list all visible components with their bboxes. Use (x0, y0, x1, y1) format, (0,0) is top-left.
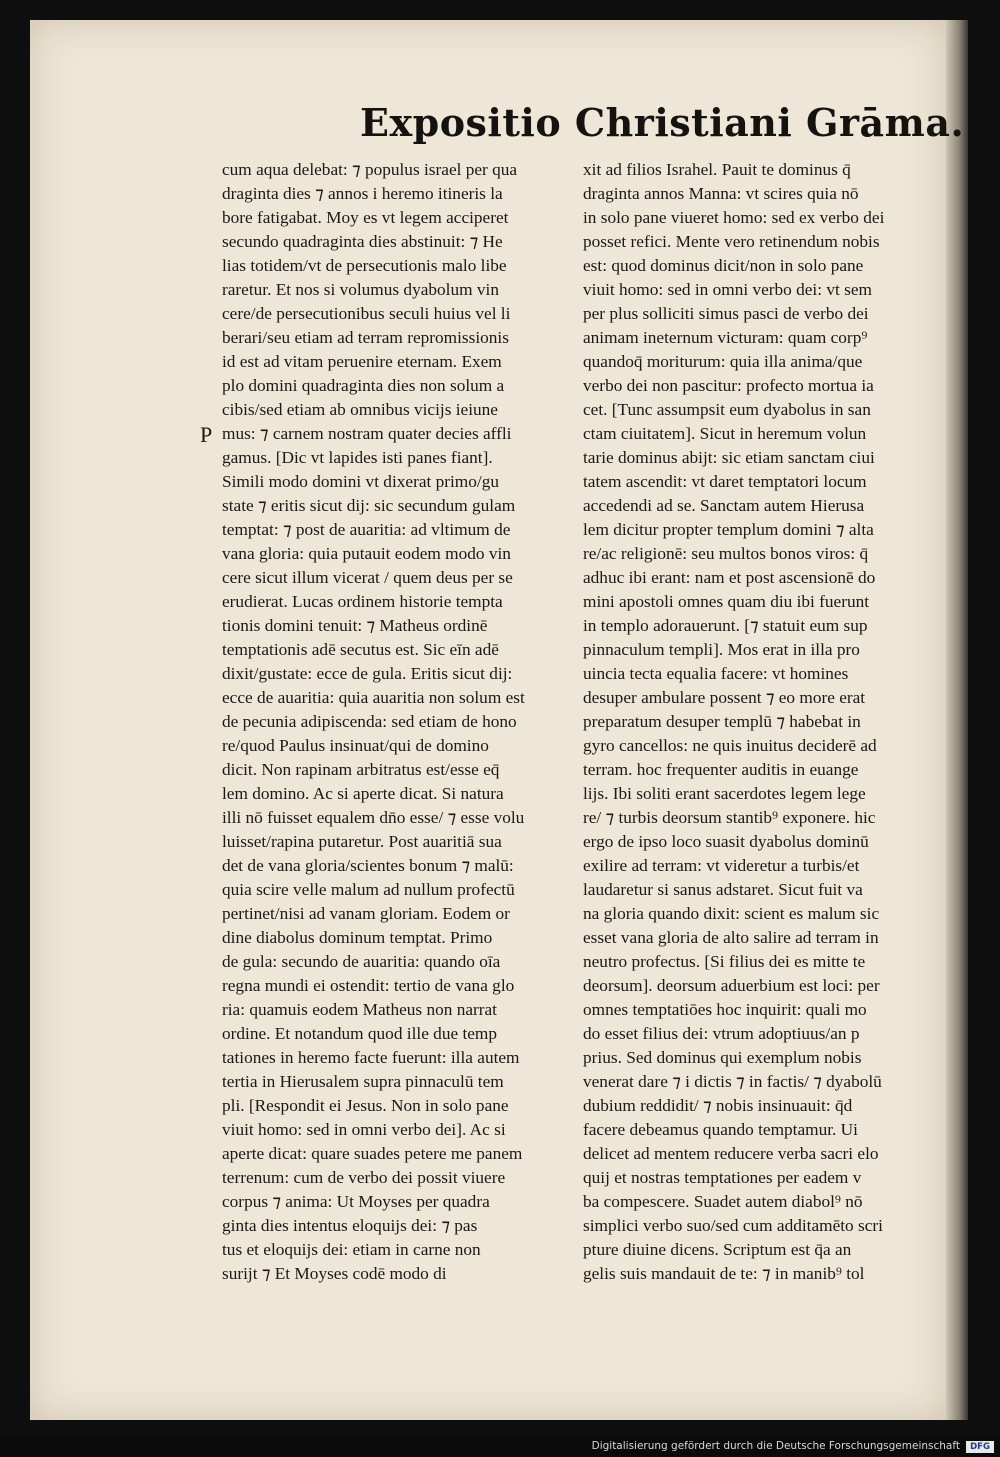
text-line: in solo pane viueret homo: sed ex verbo dei (583, 208, 885, 227)
text-line: re/ac religionē: seu multos bonos viros: q̄ (583, 544, 869, 563)
text-line: mus: ⁊ carnem nostram quater decies affli (222, 424, 512, 443)
text-line: pture diuine dicens. Scriptum est q̄a an (583, 1240, 852, 1259)
text-line: aperte dicat: quare suades petere me panem (222, 1144, 523, 1163)
text-line: ctam ciuitatem]. Sicut in heremum volun (583, 424, 867, 443)
text-line: deorsum]. deorsum aduerbium est loci: per (583, 976, 880, 995)
text-line: gamus. [Dic vt lapides isti panes fiant]. (222, 448, 493, 467)
text-line: venerat dare ⁊ i dictis ⁊ in factis/ ⁊ dyabolū (583, 1072, 882, 1091)
text-line: id est ad vitam peruenire eternam. Exem (222, 352, 502, 371)
text-line: verbo dei non pascitur: profecto mortua ia (583, 376, 874, 395)
text-line: secundo quadraginta dies abstinuit: ⁊ He (222, 232, 503, 251)
text-line: dubium reddidit/ ⁊ nobis insinuauit: q̄d (583, 1096, 853, 1115)
running-head: Expositio Christiani Grāma. (360, 100, 965, 145)
text-line: preparatum desuper templū ⁊ habebat in (583, 712, 861, 731)
text-line: simplici verbo suo/sed cum additamēto scri (583, 1216, 883, 1235)
text-line: draginta dies ⁊ annos i heremo itineris la (222, 184, 503, 203)
text-line: de gula: secundo de auaritia: quando oīa (222, 952, 501, 971)
text-line: illi nō fuisset equalem dn̄o esse/ ⁊ esse volu (222, 808, 525, 827)
text-line: draginta annos Manna: vt scires quia nō (583, 184, 859, 203)
text-line: pli. [Respondit ei Jesus. Non in solo pane (222, 1096, 509, 1115)
text-line: quij et nostras temptationes per eadem v (583, 1168, 862, 1187)
text-line: in templo adorauerunt. [⁊ statuit eum sup (583, 616, 868, 635)
text-line: quandoq̄ moriturum: quia illa anima/que (583, 352, 863, 371)
right-text-column (583, 158, 933, 1286)
footer-credit: Digitalisierung gefördert durch die Deutsche Forschungsgemeinschaft (591, 1440, 960, 1452)
text-line: temptat: ⁊ post de auaritia: ad vltimum de (222, 520, 511, 539)
text-line: gelis suis mandauit de te: ⁊ in manib⁹ tol (583, 1264, 865, 1283)
text-line: na gloria quando dixit: scient es malum sic (583, 904, 880, 923)
page-edge (946, 20, 968, 1420)
text-line: dicit. Non rapinam arbitratus est/esse eq̄ (222, 760, 500, 779)
text-line: laudaretur si sanus adstaret. Sicut fuit va (583, 880, 863, 899)
text-line: ba compescere. Suadet autem diabol⁹ nō (583, 1192, 863, 1211)
text-line: dixit/gustate: ecce de gula. Eritis sicut dij: (222, 664, 513, 683)
text-line: terram. hoc frequenter auditis in euange (583, 760, 859, 779)
text-line: terrenum: cum de verbo dei possit viuere (222, 1168, 506, 1187)
text-line: corpus ⁊ anima: Ut Moyses per quadra (222, 1192, 490, 1211)
text-line: cet. [Tunc assumpsit eum dyabolus in san (583, 400, 871, 419)
text-line: det de vana gloria/scientes bonum ⁊ malū: (222, 856, 514, 875)
text-line: exilire ad terram: vt videretur a turbis/et (583, 856, 860, 875)
dfg-logo: DFG (966, 1441, 994, 1453)
text-line: prius. Sed dominus qui exemplum nobis (583, 1048, 862, 1067)
text-line: delicet ad mentem reducere verba sacri elo (583, 1144, 879, 1163)
text-line: cum aqua delebat: ⁊ populus israel per qua (222, 160, 518, 179)
text-line: uincia tecta equalia facere: vt homines (583, 664, 849, 683)
text-line: desuper ambulare possent ⁊ eo more erat (583, 688, 866, 707)
text-line: viuit homo: sed in omni verbo dei]. Ac si (222, 1120, 506, 1139)
text-line: esset vana gloria de alto salire ad terram in (583, 928, 879, 947)
text-line: luisset/rapina putaretur. Post auaritiā sua (222, 832, 502, 851)
text-line: viuit homo: sed in omni verbo dei: vt sem (583, 280, 872, 299)
text-line: lias totidem/vt de persecutionis malo libe (222, 256, 507, 275)
text-line: animam ineternum victuram: quam corp⁹ (583, 328, 868, 347)
text-line: plo domini quadraginta dies non solum a (222, 376, 505, 395)
text-line: posset refici. Mente vero retinendum nobis (583, 232, 880, 251)
text-line: ecce de auaritia: quia auaritia non solum est (222, 688, 525, 707)
text-line: ergo de ipso loco suasit dyabolus dominū (583, 832, 869, 851)
text-line: gyro cancellos: ne quis inuitus deciderē ad (583, 736, 877, 755)
text-line: tationes in heremo facte fuerunt: illa autem (222, 1048, 520, 1067)
text-line: re/ ⁊ turbis deorsum stantib⁹ exponere. hic (583, 808, 876, 827)
text-line: erudierat. Lucas ordinem historie tempta (222, 592, 503, 611)
text-line: neutro profectus. [Si filius dei es mitte te (583, 952, 866, 971)
text-line: Simili modo domini vt dixerat primo/gu (222, 472, 499, 491)
text-line: per plus solliciti simus pasci de verbo dei (583, 304, 869, 323)
text-line: tertia in Hierusalem supra pinnaculū tem (222, 1072, 504, 1091)
text-line: cibis/sed etiam ab omnibus vicijs ieiune (222, 400, 498, 419)
text-line: xit ad filios Israhel. Pauit te dominus q̄ (583, 160, 851, 179)
text-line: accedendi ad se. Sanctam autem Hierusa (583, 496, 865, 515)
text-line: bore fatigabat. Moy es vt legem acciperet (222, 208, 509, 227)
text-line: dine diabolus dominum temptat. Primo (222, 928, 493, 947)
text-line: tarie dominus abijt: sic etiam sanctam ciui (583, 448, 875, 467)
text-line: adhuc ibi erant: nam et post ascensionē do (583, 568, 876, 587)
text-line: mini apostoli omnes quam diu ibi fuerunt (583, 592, 870, 611)
text-line: re/quod Paulus insinuat/qui de domino (222, 736, 489, 755)
text-line: est: quod dominus dicit/non in solo pane (583, 256, 864, 275)
text-line: tatem ascendit: vt daret temptatori locum (583, 472, 867, 491)
text-line: ria: quamuis eodem Matheus non narrat (222, 1000, 497, 1019)
text-line: omnes temptatiōes hoc inquirit: quali mo (583, 1000, 867, 1019)
text-line: surijt ⁊ Et Moyses codē modo di (222, 1264, 447, 1283)
text-line: state ⁊ eritis sicut dij: sic secundum gulam (222, 496, 516, 515)
text-line: tus et eloquijs dei: etiam in carne non (222, 1240, 481, 1259)
text-line: do esset filius dei: vtrum adoptiuus/an p (583, 1024, 860, 1043)
left-text-column (222, 158, 594, 1286)
text-line: lem domino. Ac si aperte dicat. Si natura (222, 784, 504, 803)
text-line: de pecunia adipiscenda: sed etiam de hono (222, 712, 517, 731)
marginal-letter: P (200, 422, 213, 447)
text-line: quia scire velle malum ad nullum profectū (222, 880, 515, 899)
text-line: vana gloria: quia putauit eodem modo vin (222, 544, 511, 563)
text-line: ginta dies intentus eloquijs dei: ⁊ pas (222, 1216, 478, 1235)
text-line: cere sicut illum vicerat / quem deus per se (222, 568, 513, 587)
text-line: lijs. Ibi soliti erant sacerdotes legem lege (583, 784, 866, 803)
text-line: tionis domini tenuit: ⁊ Matheus ordinē (222, 616, 488, 635)
text-line: temptationis adē secutus est. Sic eīn adē (222, 640, 499, 659)
text-line: raretur. Et nos si volumus dyabolum vin (222, 280, 499, 299)
text-line: facere debeamus quando temptamur. Ui (583, 1120, 858, 1139)
text-line: pertinet/nisi ad vanam gloriam. Eodem or (222, 904, 510, 923)
text-line: regna mundi ei ostendit: tertio de vana glo (222, 976, 515, 995)
text-line: cere/de persecutionibus seculi huius vel li (222, 304, 511, 323)
text-line: pinnaculum templi]. Mos erat in illa pro (583, 640, 860, 659)
text-line: berari/seu etiam ad terram repromissionis (222, 328, 509, 347)
text-line: ordine. Et notandum quod ille due temp (222, 1024, 498, 1043)
text-line: lem dicitur propter templum domini ⁊ alta (583, 520, 874, 539)
